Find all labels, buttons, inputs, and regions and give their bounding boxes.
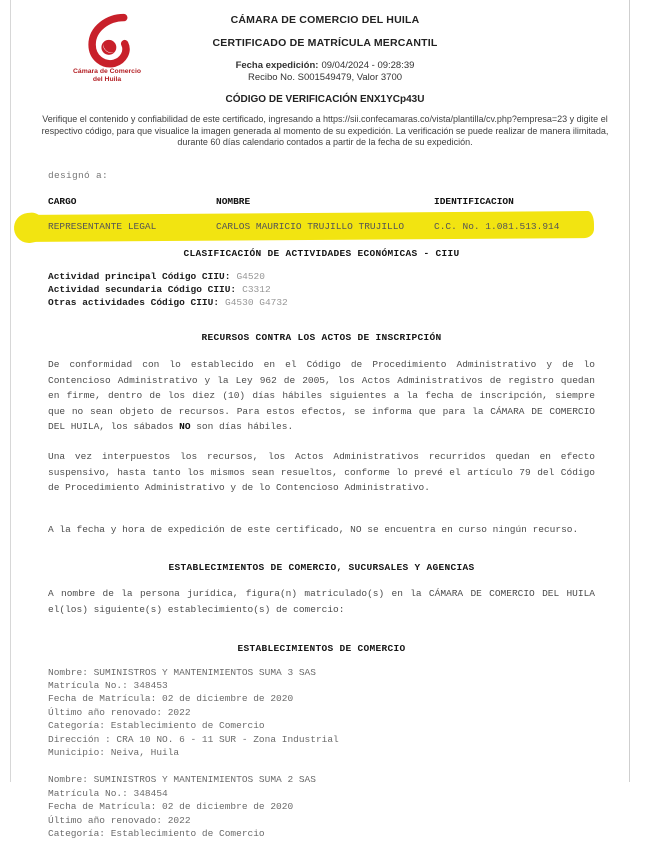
row-nombre: CARLOS MAURICIO TRUJILLO TRUJILLO	[216, 220, 405, 232]
designation-table-header	[48, 196, 595, 207]
org-name: CÁMARA DE COMERCIO DEL HUILA	[230, 14, 420, 26]
row-identificacion: C.C. No. 1.081.513.914	[434, 220, 560, 232]
est-matricula: Matrícula No.: 348454	[48, 787, 168, 799]
chamber-logo-icon	[81, 12, 133, 66]
est-categoria: Categoría: Establecimiento de Comercio	[48, 828, 265, 840]
ciiu-label: Actividad secundaria Código CIIU:	[48, 283, 237, 295]
establecimientos-subheading: ESTABLECIMIENTOS DE COMERCIO	[237, 642, 406, 654]
establecimientos-section-heading: ESTABLECIMIENTOS DE COMERCIO, SUCURSALES Y AGENCIAS	[168, 562, 475, 574]
document-title: CERTIFICADO DE MATRÍCULA MERCANTIL	[212, 37, 438, 49]
est-fecha: Fecha de Matrícula: 02 de diciembre de 2020	[48, 693, 294, 705]
expedition-date-value: 09/04/2024 - 09:28:39	[321, 60, 415, 71]
establishment-item	[48, 773, 595, 840]
est-categoria: Categoría: Establecimiento de Comercio	[48, 720, 265, 732]
est-direccion: Dirección : CRA 10 NO. 6 - 11 SUR - Zona Industrial	[48, 733, 339, 745]
certificate-header	[0, 0, 650, 149]
chamber-logo	[52, 12, 162, 84]
est-municipio: Municipio: Neiva, Huila	[48, 747, 180, 759]
ciiu-activity-list	[48, 270, 595, 310]
ciiu-value: G4530 G4732	[225, 296, 288, 308]
chamber-logo-text	[52, 68, 162, 84]
est-renovado: Último año renovado: 2022	[48, 814, 191, 826]
ciiu-activity-principal	[48, 270, 595, 283]
logo-text-line2: del Huila	[92, 76, 122, 83]
column-header-nombre: NOMBRE	[216, 195, 251, 207]
recursos-paragraph-2: Una vez interpuestos los recursos, los Actos Administrativos recurridos quedan en efecto suspensivo, hasta tanto los mismos sean resueltos, conforme lo prevé el artículo 79 del Código de Procedimiento Administrativo y de lo Contencioso Administrativo.	[48, 451, 595, 494]
recursos-section-heading: RECURSOS CONTRA LOS ACTOS DE INSCRIPCIÓN	[201, 332, 442, 344]
designation-intro: designó a:	[48, 169, 109, 181]
ciiu-label: Actividad principal Código CIIU:	[48, 270, 231, 282]
est-fecha: Fecha de Matrícula: 02 de diciembre de 2020	[48, 801, 294, 813]
recursos-p1-text: De conformidad con lo establecido en el Código de Procedimiento Administrativo y de lo Contencioso Administrativo y la Ley 962 de 2005, los Actos Administrativos de registro quedan en firme, dentro de los diez (10) días hábiles siguientes a la fecha de inscripción, siempre que no sean objeto de recursos. Para estos efectos, se informa que para la CÁMARA DE COMERCIO DEL HUILA, los sábados	[48, 359, 595, 433]
ciiu-value: C3312	[242, 283, 271, 295]
recursos-p1-tail: son días hábiles.	[190, 421, 294, 433]
ciiu-label: Otras actividades Código CIIU:	[48, 296, 220, 308]
ciiu-activity-otras	[48, 296, 595, 309]
establishment-item	[48, 666, 595, 760]
row-cargo: REPRESENTANTE LEGAL	[48, 220, 157, 232]
ciiu-section-heading: CLASIFICACIÓN DE ACTIVIDADES ECONÓMICAS - CIIU	[183, 247, 460, 259]
verification-note: Verifique el contenido y confiabilidad de este certificado, ingresando a https://sii.confecamaras.co/vista/plantilla/cv.php?empresa=23 y digite el respectivo código, para que visualice la imagen generada al momento de su expedición. La verificación se puede realizar de manera ilimitada, durante 60 días calendario contados a partir de la fecha de su expedición.	[41, 114, 609, 147]
logo-text-line1: Cámara de Comercio	[73, 68, 141, 75]
column-header-cargo: CARGO	[48, 195, 77, 207]
est-matricula: Matrícula No.: 348453	[48, 680, 168, 692]
est-nombre: Nombre: SUMINISTROS Y MANTENIMIENTOS SUMA 3 SAS	[48, 666, 316, 678]
est-renovado: Último año renovado: 2022	[48, 706, 191, 718]
ciiu-value: G4520	[236, 270, 265, 282]
receipt-line: Recibo No. S001549479, Valor 3700	[247, 72, 403, 83]
column-header-identificacion: IDENTIFICACION	[434, 195, 514, 207]
recursos-p1-bold: NO	[179, 421, 191, 433]
establecimientos-intro: A nombre de la persona jurídica, figura(n) matriculado(s) en la CÁMARA DE COMERCIO DEL HUILA el(los) siguiente(s) establecimiento(s) de comercio:	[48, 588, 595, 616]
est-nombre: Nombre: SUMINISTROS Y MANTENIMIENTOS SUMA 2 SAS	[48, 774, 316, 786]
recursos-paragraph-3: A la fecha y hora de expedición de este certificado, NO se encuentra en curso ningún recurso.	[48, 523, 579, 535]
expedition-date-label: Fecha expedición:	[235, 60, 319, 71]
certificate-body	[0, 170, 650, 841]
verification-code-line: CÓDIGO DE VERIFICACIÓN ENX1YCp43U	[225, 94, 425, 105]
recursos-paragraph-1	[48, 357, 595, 435]
ciiu-activity-secundaria	[48, 283, 595, 296]
table-row	[48, 220, 595, 233]
